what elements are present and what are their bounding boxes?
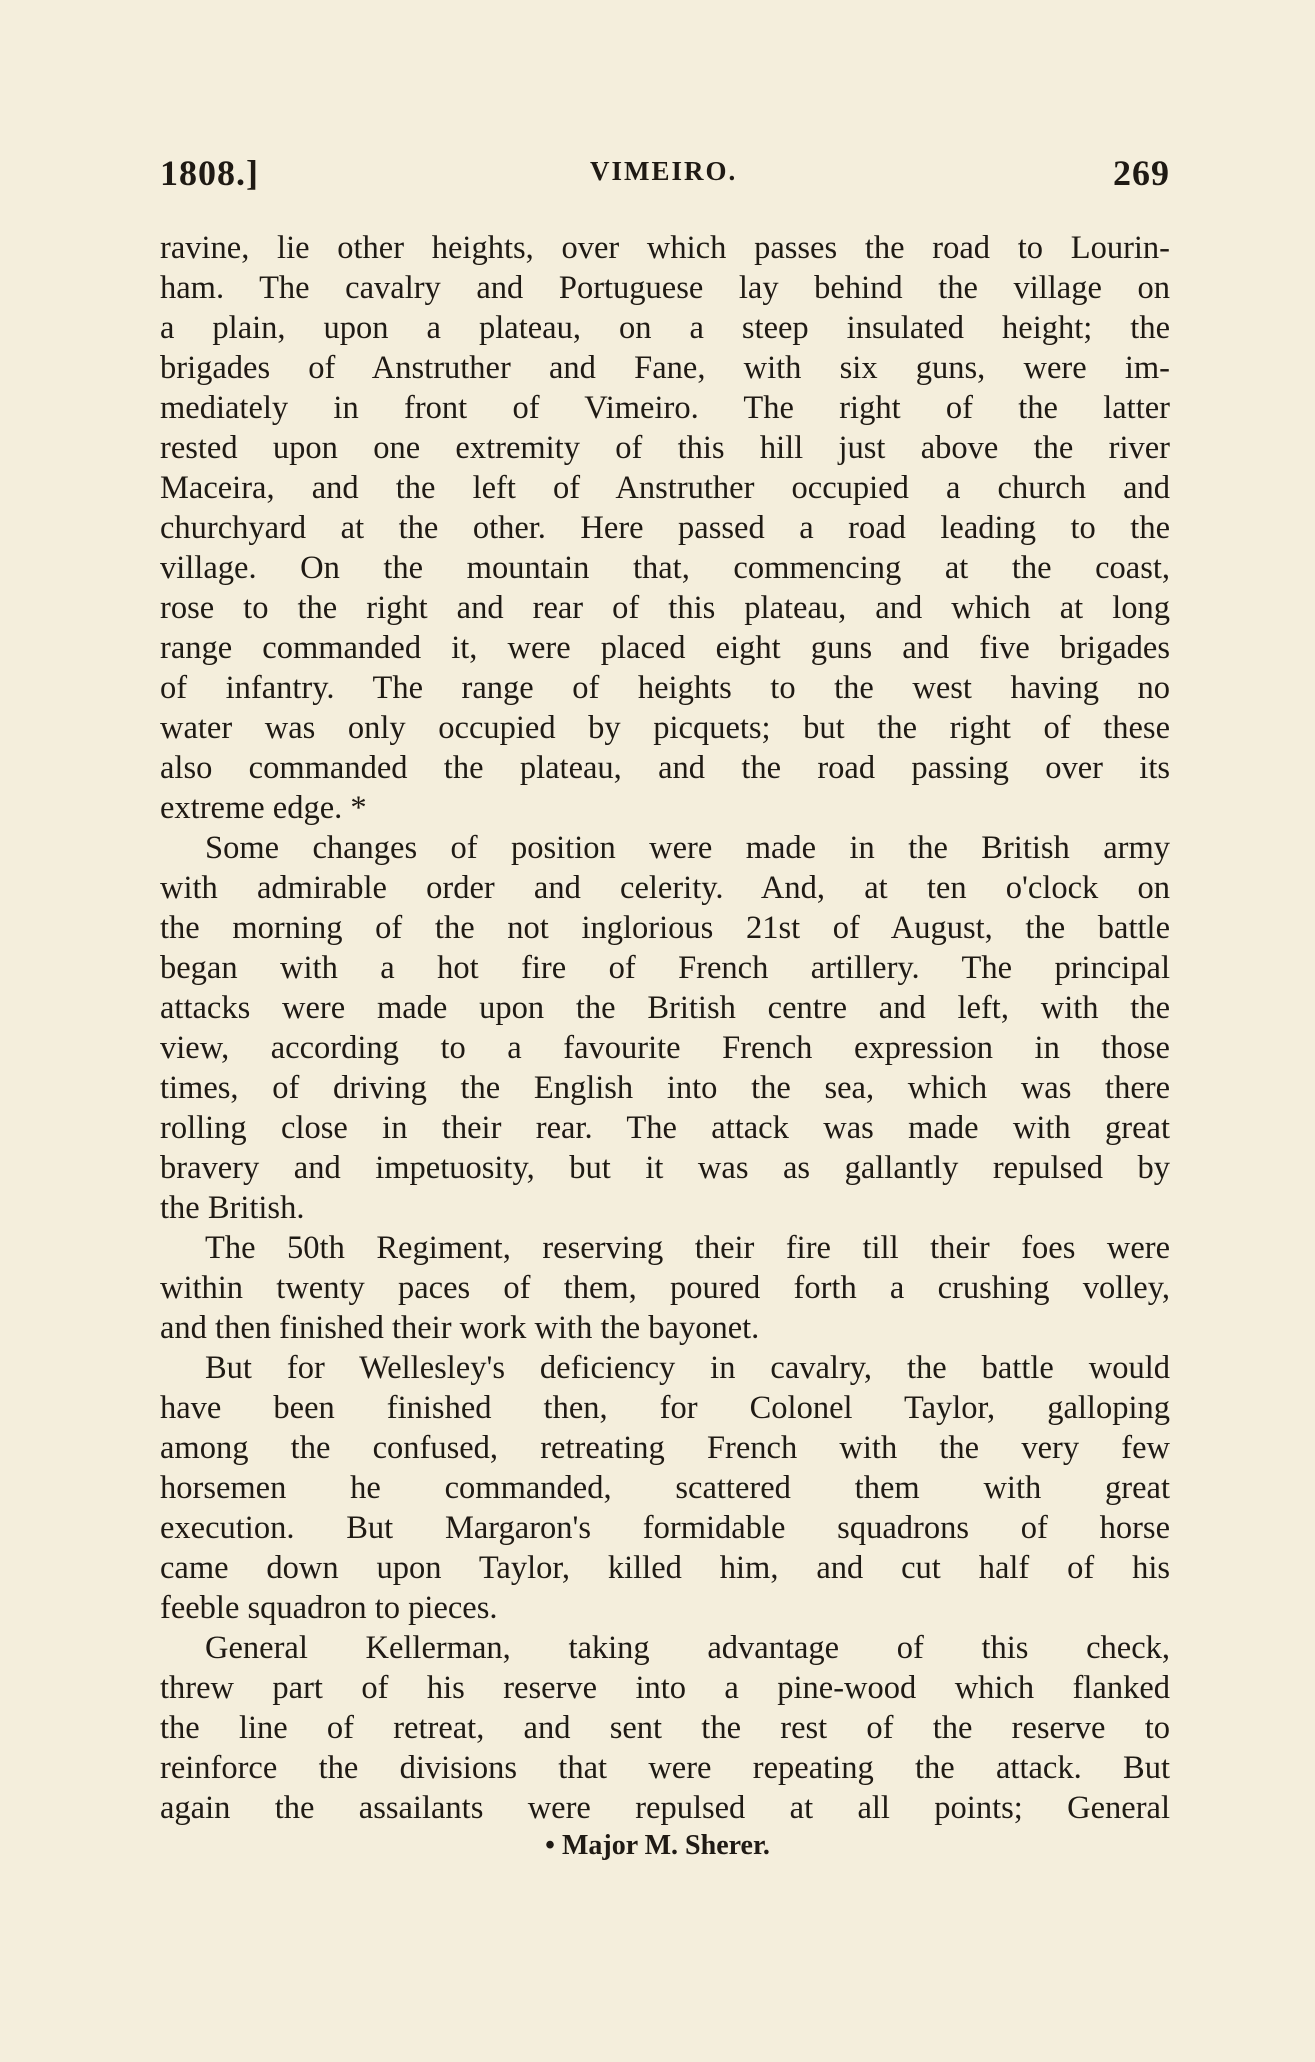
text-line: extreme edge. *	[160, 790, 367, 826]
text-line: a plain, upon a plateau, on a steep insulated height; the	[160, 310, 1170, 346]
text-line: rose to the right and rear of this plateau, and which at long	[160, 590, 1170, 626]
text-line: ravine, lie other heights, over which passes the road to Lourin-	[160, 230, 1170, 266]
text-line: ham. The cavalry and Portuguese lay behind the village on	[160, 270, 1170, 306]
text-line: times, of driving the English into the sea, which was there	[160, 1070, 1170, 1106]
text-line: among the confused, retreating French with the very few	[160, 1430, 1170, 1466]
page-number: 269	[1113, 153, 1170, 193]
running-head	[160, 152, 1170, 202]
text-line: execution. But Margaron's formidable squadrons of horse	[160, 1510, 1170, 1546]
text-line: brigades of Anstruther and Fane, with six guns, were im-	[160, 350, 1170, 386]
text-line: water was only occupied by picquets; but the right of these	[160, 710, 1170, 746]
text-line: Some changes of position were made in the British army	[205, 830, 1170, 866]
text-line: mediately in front of Vimeiro. The right of the latter	[160, 390, 1170, 426]
text-line: of infantry. The range of heights to the west having no	[160, 670, 1170, 706]
text-line: and then finished their work with the bayonet.	[160, 1310, 760, 1346]
text-line: feeble squadron to pieces.	[160, 1590, 498, 1626]
text-line: began with a hot fire of French artillery. The principal	[160, 950, 1170, 986]
text-line: General Kellerman, taking advantage of this check,	[205, 1630, 1170, 1666]
text-line: the British.	[160, 1190, 305, 1226]
text-line: bravery and impetuosity, but it was as gallantly repulsed by	[160, 1150, 1170, 1186]
text-line: came down upon Taylor, killed him, and cut half of his	[160, 1550, 1170, 1586]
text-line: attacks were made upon the British centre and left, with the	[160, 990, 1170, 1026]
text-line: But for Wellesley's deficiency in cavalry, the battle would	[205, 1350, 1170, 1386]
footnote: • Major M. Sherer.	[545, 1830, 770, 1861]
text-line: again the assailants were repulsed at all points; General	[160, 1790, 1170, 1826]
text-line: with admirable order and celerity. And, at ten o'clock on	[160, 870, 1170, 906]
text-line: have been finished then, for Colonel Taylor, galloping	[160, 1390, 1170, 1426]
text-line: rested upon one extremity of this hill just above the river	[160, 430, 1170, 466]
text-line: the morning of the not inglorious 21st of August, the battle	[160, 910, 1170, 946]
text-line: threw part of his reserve into a pine-wood which flanked	[160, 1670, 1170, 1706]
text-line: village. On the mountain that, commencing at the coast,	[160, 550, 1170, 586]
running-head-title: VIMEIRO.	[590, 156, 738, 186]
text-line: The 50th Regiment, reserving their fire till their foes were	[205, 1230, 1170, 1266]
text-line: horsemen he commanded, scattered them with great	[160, 1470, 1170, 1506]
text-line: Maceira, and the left of Anstruther occupied a church and	[160, 470, 1170, 506]
running-head-year: 1808.]	[160, 153, 259, 193]
body-text	[160, 228, 1170, 1828]
text-line: also commanded the plateau, and the road passing over its	[160, 750, 1170, 786]
text-line: view, according to a favourite French expression in those	[160, 1030, 1170, 1066]
text-line: within twenty paces of them, poured forth a crushing volley,	[160, 1270, 1170, 1306]
text-line: the line of retreat, and sent the rest of the reserve to	[160, 1710, 1170, 1746]
text-line: range commanded it, were placed eight guns and five brigades	[160, 630, 1170, 666]
text-line: reinforce the divisions that were repeating the attack. But	[160, 1750, 1170, 1786]
text-line: rolling close in their rear. The attack was made with great	[160, 1110, 1170, 1146]
text-line: churchyard at the other. Here passed a road leading to the	[160, 510, 1170, 546]
